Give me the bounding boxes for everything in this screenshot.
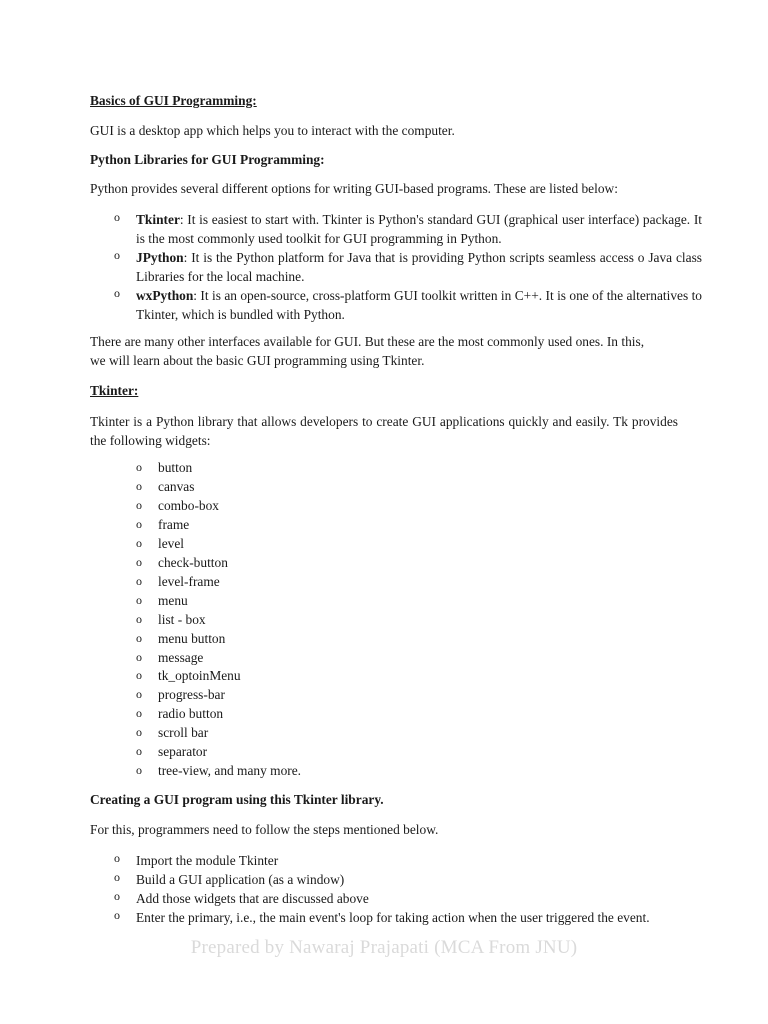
bullet-mark: o: [136, 687, 142, 702]
widget-name: menu button: [158, 630, 226, 646]
widget-name: canvas: [158, 478, 195, 494]
footer-watermark: Prepared by Nawaraj Prajapati (MCA From JNU): [190, 937, 578, 958]
bullet-mark: o: [136, 535, 142, 550]
step-text: Add those widgets that are discussed above: [136, 891, 369, 906]
bullet-mark: o: [136, 497, 142, 512]
basics-intro: GUI is a desktop app which helps you to interact with the computer.: [90, 123, 455, 138]
heading-tkinter: Tkinter:: [90, 383, 139, 398]
widget-name: level-frame: [158, 573, 220, 589]
bullet-mark: o: [136, 744, 142, 759]
bullet-mark: o: [114, 248, 120, 262]
heading-python-libraries: Python Libraries for GUI Programming:: [90, 152, 325, 167]
bullet-mark: o: [114, 889, 120, 903]
bullet-mark: o: [114, 286, 120, 300]
widget-name: frame: [158, 516, 190, 532]
widget-name: level: [158, 535, 185, 551]
bullet-mark: o: [114, 851, 120, 865]
widget-name: scroll bar: [158, 725, 209, 741]
widget-name: combo-box: [158, 497, 219, 513]
bullet-mark: o: [136, 592, 142, 607]
library-name: Tkinter: [136, 212, 180, 227]
libraries-outro-line1: There are many other interfaces available for GUI. But these are the most commonly used ones. In this,: [90, 334, 645, 349]
bullet-mark: o: [136, 725, 142, 740]
bullet-mark: o: [136, 478, 142, 493]
bullet-mark: o: [136, 573, 142, 588]
creating-intro: For this, programmers need to follow the steps mentioned below.: [90, 822, 439, 837]
widget-name: tk_optoinMenu: [158, 668, 241, 684]
heading-creating-gui: Creating a GUI program using this Tkinter library.: [90, 792, 384, 807]
bullet-mark: o: [114, 908, 120, 922]
bullet-mark: o: [136, 554, 142, 569]
bullet-mark: o: [136, 630, 142, 645]
widget-name: button: [158, 460, 193, 475]
widget-name: check-button: [158, 554, 228, 570]
tkinter-intro: Tkinter is a Python library that allows developers to create GUI applications quickly and easily. Tk provides the following widgets:: [90, 414, 678, 448]
bullet-mark: o: [136, 668, 142, 683]
step-text: Build a GUI application (as a window): [136, 872, 345, 887]
heading-basics: Basics of GUI Programming:: [90, 93, 257, 108]
widget-name: tree-view, and many more.: [158, 763, 302, 779]
widget-name: radio button: [158, 706, 224, 722]
libraries-intro: Python provides several different options for writing GUI-based programs. These are listed below:: [90, 181, 618, 196]
library-name: JPython: [136, 250, 184, 265]
bullet-mark: o: [114, 870, 120, 884]
widget-name: menu: [158, 592, 188, 608]
step-text: Enter the primary, i.e., the main event's loop for taking action when the user triggered the event.: [136, 910, 650, 925]
library-desc: : It is easiest to start with. Tkinter is Python's standard GUI (graphical user interface) package. It is the most commonly used toolkit for GUI programming in Python.: [136, 212, 702, 246]
library-desc: : It is an open-source, cross-platform GUI toolkit written in C++. It is one of the alternatives to Tkinter, which is bundled with Python.: [136, 288, 702, 322]
bullet-mark: o: [136, 516, 142, 531]
widget-name: separator: [158, 744, 208, 760]
bullet-mark: o: [136, 706, 142, 721]
bullet-mark: o: [114, 210, 120, 224]
library-name: wxPython: [136, 288, 194, 303]
bullet-mark: o: [136, 611, 142, 626]
widget-name: progress-bar: [158, 687, 225, 703]
step-text: Import the module Tkinter: [136, 853, 279, 868]
widget-name: list - box: [158, 611, 206, 627]
libraries-outro-line2: we will learn about the basic GUI programming using Tkinter.: [90, 353, 425, 368]
library-desc: : It is the Python platform for Java that is providing Python scripts seamless access o Java class Libraries for the local machine.: [136, 250, 702, 284]
bullet-mark: o: [136, 460, 142, 474]
widget-name: message: [158, 649, 204, 665]
bullet-mark: o: [136, 649, 142, 664]
bullet-mark: o: [136, 763, 142, 778]
